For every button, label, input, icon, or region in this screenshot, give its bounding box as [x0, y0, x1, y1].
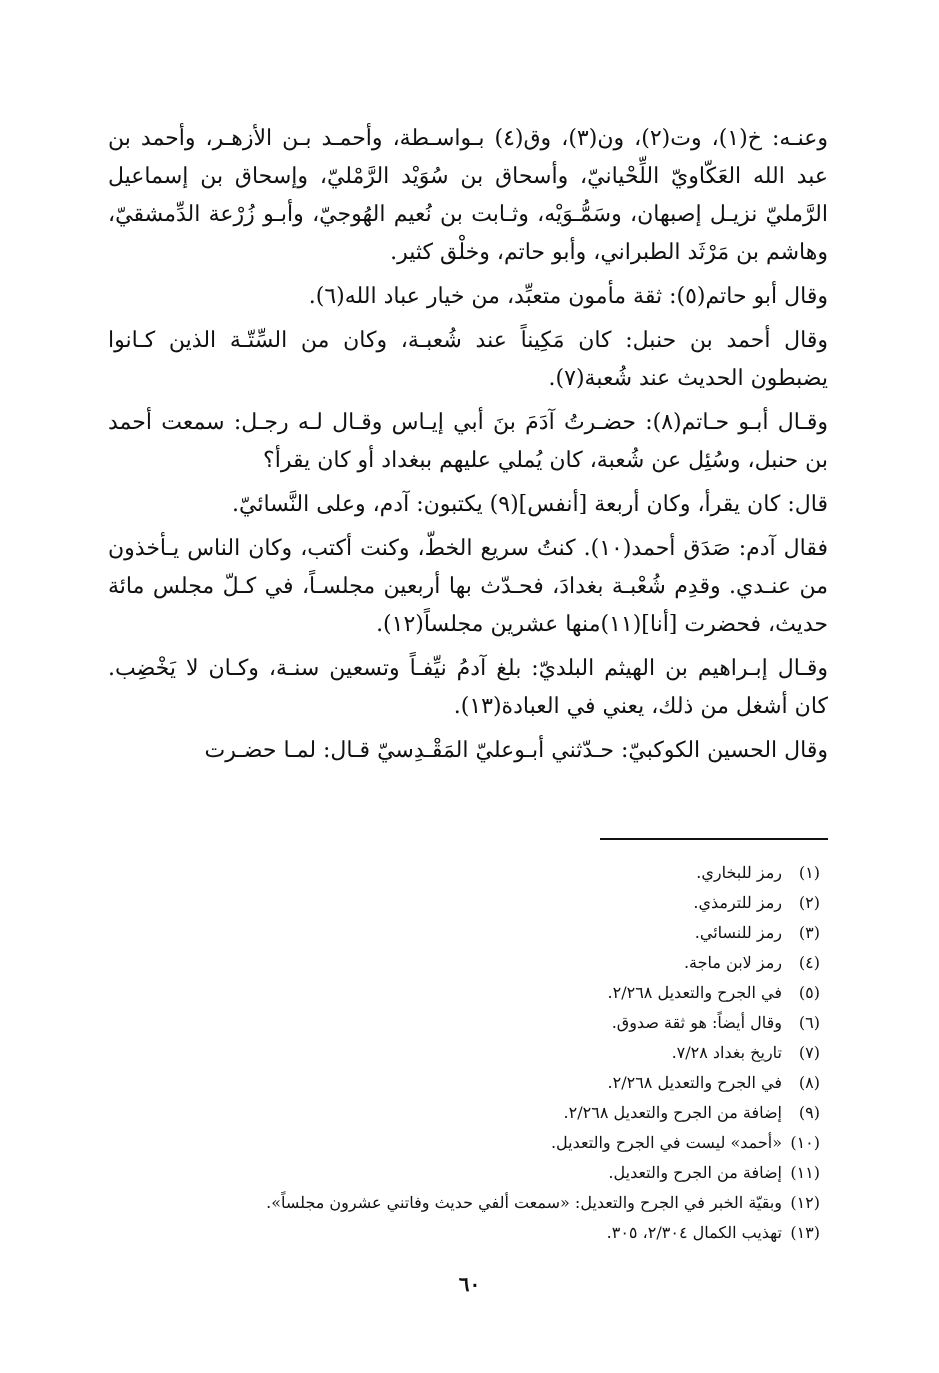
footnote-number: (١١) — [790, 1163, 820, 1182]
footnote — [150, 1158, 820, 1188]
footnote-text: إضافة من الجرح والتعديل. — [608, 1163, 782, 1182]
footnote — [150, 948, 820, 978]
footnote-text: «أحمد» ليست في الجرح والتعديل. — [550, 1133, 782, 1152]
footnote — [150, 978, 820, 1008]
paragraph-abu-hatim: وقال أبو حاتم(٥): ثقة مأمون متعبِّد، من خيار عباد الله(٦). — [308, 284, 828, 309]
footnote-text: تهذيب الكمال ٢/٣٠٤، ٣٠٥. — [606, 1223, 782, 1242]
footnote-number: (١٢) — [790, 1193, 820, 1212]
footnote-number: (١٣) — [790, 1223, 820, 1242]
footnote-number: (٨) — [798, 1073, 820, 1092]
paragraph-kawkabi: وقال الحسين الكوكبيّ: حـدّثني أبـوعليّ المَقْـدِسيّ قـال: لمـا حضـرت — [204, 738, 828, 763]
footnote-divider — [600, 838, 828, 840]
footnote-text: في الجرح والتعديل ٢/٢٦٨. — [607, 983, 782, 1002]
page-number: ٦٠ — [458, 1272, 481, 1296]
footnote-number: (٩) — [798, 1103, 820, 1122]
footnote-number: (٦) — [798, 1013, 820, 1032]
footnote — [150, 1008, 820, 1038]
footnote — [150, 858, 820, 888]
footnote — [150, 1068, 820, 1098]
footnote-number: (٤) — [798, 953, 820, 972]
footnote — [150, 888, 820, 918]
footnote — [150, 1128, 820, 1158]
paragraph-ibrahim: وقـال إبـراهيم بن الهيثم البلديّ: بلغ آدمُ نيِّفـاً وتسعين سنـة، وكـان لا يَخْضِب. كان أشغل من ذلك، يعني في العبادة(١٣). — [108, 656, 828, 719]
paragraph-reading: قال: كان يقرأ، وكان أربعة [أنفس](٩) يكتبون: آدم، وعلى النَّسائيّ. — [231, 492, 828, 517]
footnote — [150, 1038, 820, 1068]
footnote-text: رمز للبخاري. — [696, 863, 782, 882]
footnote-text: إضافة من الجرح والتعديل ٢/٢٦٨. — [563, 1103, 782, 1122]
footnote-number: (٣) — [798, 923, 820, 942]
footnote-text: في الجرح والتعديل ٢/٢٦٨. — [607, 1073, 782, 1092]
footnote-text: رمز للنسائي. — [694, 923, 782, 942]
footnote-text: رمز لابن ماجة. — [683, 953, 782, 972]
footnotes-list — [150, 858, 820, 1248]
footnote-number: (٢) — [798, 893, 820, 912]
main-text — [108, 120, 828, 776]
footnote-text: وبقيّة الخبر في الجرح والتعديل: «سمعت ألفي حديث وفاتني عشرون مجلساً». — [266, 1193, 782, 1212]
footnote-text: تاريخ بغداد ٧/٢٨. — [671, 1043, 782, 1062]
footnote-number: (٥) — [798, 983, 820, 1002]
footnote-text: وقال أيضاً: هو ثقة صدوق. — [611, 1013, 782, 1032]
paragraph-adam-writing: فقال آدم: صَدَق أحمد(١٠). كنتُ سريع الخطّ، وكنت أكتب، وكان الناس يـأخذون من عنـدي. وقدِم شُعْبـة بغدادَ، فحـدّث بها أربعين مجلسـاً، في كـلّ مجلس مائة حديث، فحضرت [أنا](١١)منها عشرين مجلساً(١٢). — [108, 536, 829, 637]
footnote — [150, 1188, 820, 1218]
paragraph-ahmad-ibn-hanbal: وقال أحمد بن حنبل: كان مَكِيناً عند شُعبـة، وكان من السِّتّـة الذين كـانوا يضبطون الحديث عند شُعبة(٧). — [108, 328, 828, 391]
footnote — [150, 918, 820, 948]
footnote-number: (١) — [798, 863, 820, 882]
footnote — [150, 1098, 820, 1128]
footnote-number: (٧) — [798, 1043, 820, 1062]
footnote — [150, 1218, 820, 1248]
footnote-number: (١٠) — [790, 1133, 820, 1152]
footnote-text: رمز للترمذي. — [693, 893, 782, 912]
paragraph-abu-hatim-adam: وقـال أبـو حـاتم(٨): حضـرتُ آدَمَ بنَ أبي إيـاس وقـال لـه رجـل: سمعت أحمد بن حنبل، وسُئِل عن شُعبة، كان يُملي عليهم ببغداد أو كان يقرأ؟ — [108, 410, 829, 473]
paragraph-narrators: وعنـه: خ(١)، وت(٢)، ون(٣)، وق(٤) بـواسـطة، وأحمـد بـن الأزهـر، وأحمد بن عبد الله العَكّاويّ اللِّحْيانيّ، وأسحاق بن سُوَيْد الرَّمْليّ، وإسحاق بن إسماعيل الرَّمليّ نزيـل إصبهان، وسَمُّـوَيْه، وثـابت بن نُعيم الهُوجيّ، وأبـو زُرْعة الدِّمشقيّ، وهاشم بن مَرْثَد الطبراني، وأبو حاتم، وخلْق كثير. — [108, 126, 828, 265]
